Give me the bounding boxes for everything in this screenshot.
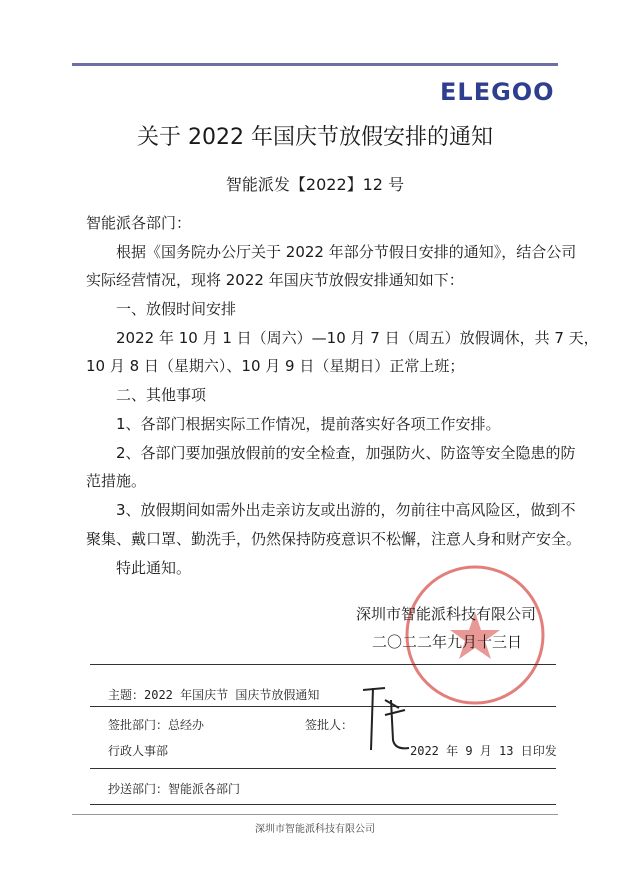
print-date: 2022 年 9 月 13 日印发 [410, 744, 557, 758]
issue-date: 二〇二二年九月十三日 [372, 633, 523, 651]
footer-rule [72, 814, 558, 815]
divider-top [90, 664, 556, 665]
closing: 特此通知。 [116, 559, 192, 577]
divider-mid [90, 706, 556, 707]
item-1: 1、各部门根据实际工作情况，提前落实好各项工作安排。 [116, 415, 501, 433]
item-3-line-1: 3、放假期间如需外出走亲访友或出游的，勿前往中高风险区，做到不 [116, 501, 576, 519]
handwritten-signature [355, 680, 415, 760]
intro-line-2: 实际经营情况，现将 2022 年国庆节放假安排通知如下： [86, 271, 464, 289]
subject-line: 主题：2022 年国庆节 国庆节放假通知 [108, 688, 320, 702]
elegoo-logo: ELEGOO [440, 78, 555, 106]
section-1-title: 一、放假时间安排 [116, 300, 237, 318]
divider-bottom [90, 804, 556, 805]
section-1-line-1: 2022 年 10 月 1 日（周六）—10 月 7 日（周五）放假调休，共 7 天， [116, 329, 599, 347]
section-1-line-2: 10 月 8 日（星期六）、10 月 9 日（星期日）正常上班； [86, 357, 465, 375]
item-2-line-1: 2、各部门要加强放假前的安全检查，加强防火、防盗等安全隐患的防 [116, 444, 576, 462]
company-name: 深圳市智能派科技有限公司 [356, 605, 537, 623]
salutation: 智能派各部门： [86, 214, 192, 232]
section-2-title: 二、其他事项 [116, 386, 207, 404]
divider-lower [90, 768, 556, 769]
intro-line-1: 根据《国务院办公厅关于 2022 年部分节假日安排的通知》，结合公司 [116, 243, 577, 261]
dept-2: 行政人事部 [108, 744, 169, 758]
cc-line: 抄送部门：智能派各部门 [108, 782, 241, 796]
footer-text: 深圳市智能派科技有限公司 [255, 824, 375, 835]
issuing-dept: 签批部门：总经办 [108, 718, 205, 732]
header-rule [72, 63, 558, 66]
approver-label: 签批人： [305, 718, 354, 732]
document-number: 智能派发【2022】12 号 [225, 175, 405, 194]
item-3-line-2: 聚集、戴口罩、勤洗手，仍然保持防疫意识不松懈，注意人身和财产安全。 [86, 530, 582, 548]
item-2-line-2: 范措施。 [86, 472, 147, 490]
document-title: 关于 2022 年国庆节放假安排的通知 [137, 125, 493, 150]
